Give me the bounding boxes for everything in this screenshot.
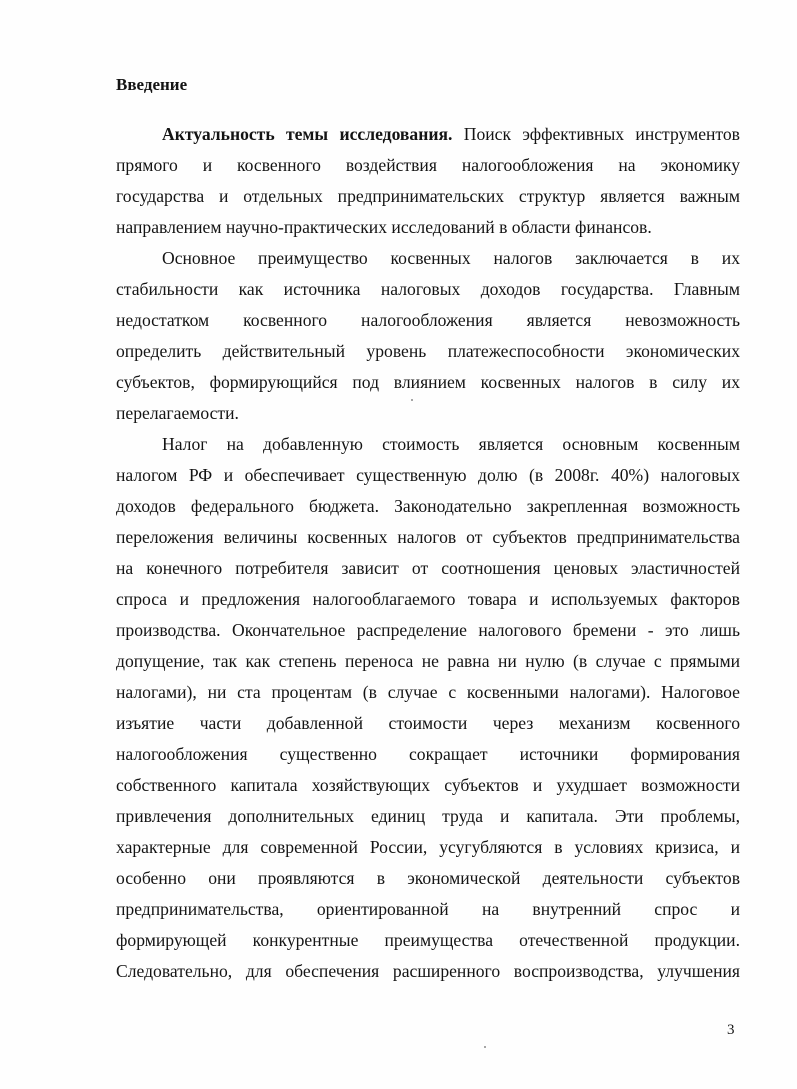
paragraph-line: прямого и косвенного воздействия налогообложения на экономику: [116, 155, 740, 175]
scan-speck: [411, 399, 413, 401]
paragraph-line: стабильности как источника налоговых доходов государства. Главным: [116, 279, 740, 299]
paragraph-line: субъектов, формирующийся под влиянием косвенных налогов в силу их: [116, 372, 740, 392]
paragraph-line: привлечения дополнительных единиц труда и капитала. Эти проблемы,: [116, 806, 740, 826]
paragraph-line: Следовательно, для обеспечения расширенного воспроизводства, улучшения: [116, 961, 740, 981]
paragraph-advantage: [116, 243, 740, 429]
section-heading: Введение: [116, 75, 188, 94]
paragraph-line: собственного капитала хозяйствующих субъектов и ухудшает возможности: [116, 775, 740, 795]
paragraph-line: государства и отдельных предпринимательских структур является важным: [116, 186, 740, 206]
paragraph-line: налогом РФ и обеспечивает существенную долю (в 2008г. 40%) налоговых: [116, 465, 740, 485]
paragraph-line: переложения величины косвенных налогов от субъектов предпринимательства: [116, 527, 740, 547]
paragraph-line: особенно они проявляются в экономической деятельности субъектов: [116, 868, 740, 888]
paragraph-line: определить действительный уровень платежеспособности экономических: [116, 341, 740, 361]
paragraph-relevance: [116, 119, 740, 243]
paragraph-line: Налог на добавленную стоимость является основным косвенным: [162, 434, 740, 454]
paragraph-line: формирующей конкурентные преимущества отечественной продукции.: [116, 930, 740, 950]
paragraph-line-text: Поиск эффективных инструментов: [452, 124, 740, 144]
paragraph-line: характерные для современной России, усугубляются в условиях кризиса, и: [116, 837, 740, 857]
paragraph-line: допущение, так как степень переноса не равна ни нулю (в случае с прямыми: [116, 651, 740, 671]
body-text: [116, 119, 740, 987]
paragraph-lead: Актуальность темы исследования.: [162, 124, 453, 144]
paragraph-vat: [116, 429, 740, 987]
paragraph-line: налогами), ни ста процентам (в случае с косвенными налогами). Налоговое: [116, 682, 740, 702]
paragraph-line: направлением научно-практических исследований в области финансов.: [116, 217, 652, 237]
paragraph-line: спроса и предложения налогооблагаемого товара и используемых факторов: [116, 589, 740, 609]
paragraph-line: налогообложения существенно сокращает источники формирования: [116, 744, 740, 764]
paragraph-line: доходов федерального бюджета. Законодательно закрепленная возможность: [116, 496, 740, 516]
paragraph-line: производства. Окончательное распределение налогового бремени - это лишь: [116, 620, 740, 640]
paragraph-line: предпринимательства, ориентированной на внутренний спрос и: [116, 899, 740, 919]
paragraph-line: [116, 119, 740, 150]
paragraph-line: на конечного потребителя зависит от соотношения ценовых эластичностей: [116, 558, 740, 578]
paragraph-line: перелагаемости.: [116, 403, 239, 423]
paragraph-line: изъятие части добавленной стоимости через механизм косвенного: [116, 713, 740, 733]
scan-speck: [484, 1046, 486, 1048]
paragraph-line: Основное преимущество косвенных налогов заключается в их: [162, 248, 740, 268]
page-number: 3: [727, 1022, 735, 1038]
paragraph-line: недостатком косвенного налогообложения является невозможность: [116, 310, 740, 330]
